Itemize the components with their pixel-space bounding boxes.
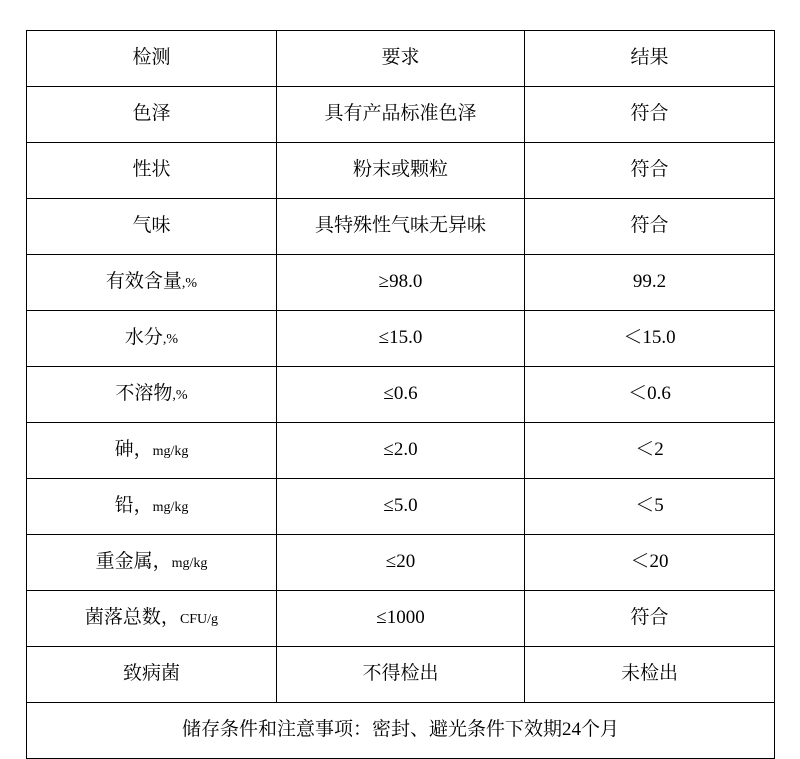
table-footer-row bbox=[27, 703, 775, 759]
item-label: 不溶物 bbox=[115, 383, 173, 405]
cell-result: ＜2 bbox=[525, 423, 775, 479]
item-unit: mg/kg bbox=[152, 500, 189, 516]
cell-requirement: ≤2.0 bbox=[277, 423, 525, 479]
cell-item bbox=[27, 255, 277, 311]
item-label: 砷， bbox=[114, 439, 153, 461]
item-label: 有效含量 bbox=[105, 271, 182, 293]
cell-result: ＜5 bbox=[525, 479, 775, 535]
cell-item bbox=[27, 311, 277, 367]
cell-result: 符合 bbox=[525, 143, 775, 199]
item-unit: CFU/g bbox=[179, 612, 219, 628]
cell-result: 符合 bbox=[525, 199, 775, 255]
cell-item bbox=[27, 423, 277, 479]
cell-item bbox=[27, 591, 277, 647]
table-row bbox=[27, 199, 775, 255]
cell-item bbox=[27, 535, 277, 591]
cell-result: 99.2 bbox=[525, 255, 775, 311]
table-row bbox=[27, 647, 775, 703]
table-row bbox=[27, 87, 775, 143]
column-header-requirement: 要求 bbox=[277, 31, 525, 87]
table-row bbox=[27, 535, 775, 591]
table-row bbox=[27, 311, 775, 367]
cell-requirement: ≤0.6 bbox=[277, 367, 525, 423]
item-unit: ,% bbox=[181, 276, 198, 292]
column-header-result: 结果 bbox=[525, 31, 775, 87]
cell-result: 符合 bbox=[525, 591, 775, 647]
specification-table bbox=[26, 30, 775, 759]
table-row bbox=[27, 479, 775, 535]
cell-requirement: ≥98.0 bbox=[277, 255, 525, 311]
cell-requirement: ≤20 bbox=[277, 535, 525, 591]
item-unit: ,% bbox=[172, 388, 188, 404]
cell-requirement: ≤5.0 bbox=[277, 479, 525, 535]
item-label: 重金属， bbox=[95, 551, 172, 573]
cell-result: ＜0.6 bbox=[525, 367, 775, 423]
cell-requirement: 具特殊性气味无异味 bbox=[277, 199, 525, 255]
item-unit: ,% bbox=[162, 332, 179, 348]
item-label: 致病菌 bbox=[122, 663, 180, 685]
column-header-item: 检测 bbox=[27, 31, 277, 87]
item-label: 水分 bbox=[124, 327, 163, 349]
storage-note: 储存条件和注意事项：密封、避光条件下效期24个月 bbox=[27, 703, 775, 759]
cell-result: 符合 bbox=[525, 87, 775, 143]
cell-item bbox=[27, 199, 277, 255]
cell-item bbox=[27, 143, 277, 199]
cell-item bbox=[27, 479, 277, 535]
table-row bbox=[27, 367, 775, 423]
cell-requirement: 具有产品标准色泽 bbox=[277, 87, 525, 143]
item-label: 色泽 bbox=[132, 103, 171, 125]
cell-item bbox=[27, 367, 277, 423]
item-unit: mg/kg bbox=[171, 556, 208, 572]
table-row bbox=[27, 591, 775, 647]
item-label: 性状 bbox=[132, 159, 171, 181]
item-label: 菌落总数， bbox=[84, 607, 180, 629]
cell-item bbox=[27, 647, 277, 703]
table-row bbox=[27, 423, 775, 479]
table-header-row bbox=[27, 31, 775, 87]
cell-requirement: ≤15.0 bbox=[277, 311, 525, 367]
table-row bbox=[27, 143, 775, 199]
cell-result: ＜20 bbox=[525, 535, 775, 591]
cell-result: ＜15.0 bbox=[525, 311, 775, 367]
item-label: 气味 bbox=[132, 215, 171, 237]
item-label: 铅， bbox=[114, 495, 153, 517]
cell-item bbox=[27, 87, 277, 143]
cell-requirement: 不得检出 bbox=[277, 647, 525, 703]
cell-requirement: 粉末或颗粒 bbox=[277, 143, 525, 199]
item-unit: mg/kg bbox=[152, 444, 189, 460]
table-row bbox=[27, 255, 775, 311]
cell-requirement: ≤1000 bbox=[277, 591, 525, 647]
cell-result: 未检出 bbox=[525, 647, 775, 703]
